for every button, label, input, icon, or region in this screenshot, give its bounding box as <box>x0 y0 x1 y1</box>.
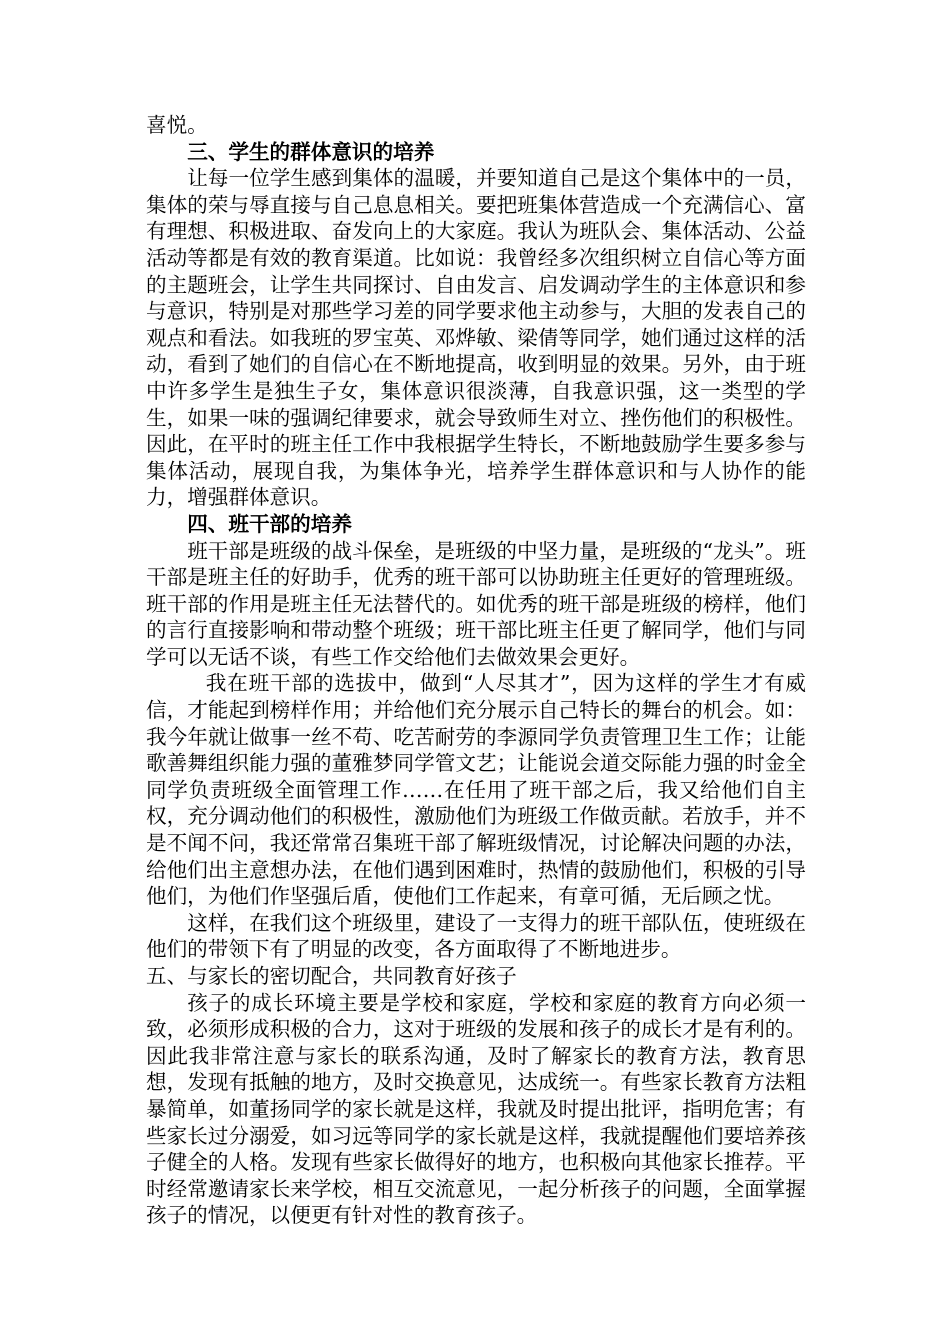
heading-section-3: 三、学生的群体意识的培养 <box>187 139 435 164</box>
paragraph-parent-cooperation: 孩子的成长环境主要是学校和家庭，学校和家庭的教育方向必须一致，必须形成积极的合力，这对于班级的发展和孩子的成长才是有利的。因此我非常注意与家长的联系沟通，及时了解家长的教育方法，教育思想，发现有抵触的地方，及时交换意见，达成统一。有些家长教育方法粗暴简单，如董扬同学的家长就是这样，我就及时提出批评，指明危害；有些家长过分溺爱，如习远等同学的家长就是这样，我就提醒他们要培养孩子健全的人格。发现有些家长做得好的地方，也积极向其他家长推荐。平时经常邀请家长来学校，相互交流意见，一起分析孩子的问题，全面掌握孩子的情况，以便更有针对性的教育孩子。 <box>146 990 806 1228</box>
heading-section-4: 四、班干部的培养 <box>187 511 352 536</box>
paragraph-cadre-result: 这样，在我们这个班级里，建设了一支得力的班干部队伍，使班级在他们的带领下有了明显的改变，各方面取得了不断地进步。 <box>146 910 806 962</box>
document-page <box>146 112 806 1229</box>
paragraph-group-awareness: 让每一位学生感到集体的温暖，并要知道自己是这个集体中的一员，集体的荣与辱直接与自己息息相关。要把班集体营造成一个充满信心、富有理想、积极进取、奋发向上的大家庭。我认为班队会、集体活动、公益活动等都是有效的教育渠道。比如说：我曾经多次组织树立自信心等方面的主题班会，让学生共同探讨、自由发言、启发调动学生的主体意识和参与意识，特别是对那些学习差的同学要求他主动参与，大胆的发表自己的观点和看法。如我班的罗宝英、邓烨敏、梁倩等同学，她们通过这样的活动，看到了她们的自信心在不断地提高，收到明显的效果。另外，由于班中许多学生是独生子女，集体意识很淡薄，自我意识强，这一类型的学生，如果一味的强调纪律要求，就会导致师生对立、挫伤他们的积极性。因此，在平时的班主任工作中我根据学生特长，不断地鼓励学生要多参与集体活动，展现自我，为集体争光，培养学生群体意识和与人协作的能力，增强群体意识。 <box>146 166 806 510</box>
paragraph-class-cadre-role: 班干部是班级的战斗保垒，是班级的中坚力量，是班级的“龙头”。班干部是班主任的好助手，优秀的班干部可以协助班主任更好的管理班级。班干部的作用是班主任无法替代的。如优秀的班干部是班级的榜样，他们的言行直接影响和带动整个班级；班干部比班主任更了解同学，他们与同学可以无话不谈，有些工作交给他们去做效果会更好。 <box>146 538 806 669</box>
heading-section-5: 五、与家长的密切配合，共同教育好孩子 <box>146 964 517 988</box>
paragraph-cadre-selection: 我在班干部的选拔中，做到“人尽其才”，因为这样的学生才有威信，才能起到榜样作用；并给他们充分展示自己特长的舞台的机会。如：我今年就让做事一丝不苟、吃苦耐劳的李源同学负责管理卫生工作；让能歌善舞组织能力强的董雅梦同学管文艺；让能说会道交际能力强的时金全同学负责班级全面管理工作……在任用了班干部之后，我又给他们自主权，充分调动他们的积极性，激励他们为班级工作做贡献。若放手，并不是不闻不问，我还常常召集班干部了解班级情况，讨论解决问题的办法，给他们出主意想办法，在他们遇到困难时，热情的鼓励他们，积极的引导他们，为他们作坚强后盾，使他们工作起来，有章可循，无后顾之忧。 <box>146 671 806 909</box>
paragraph-continuation: 喜悦。 <box>146 113 208 137</box>
